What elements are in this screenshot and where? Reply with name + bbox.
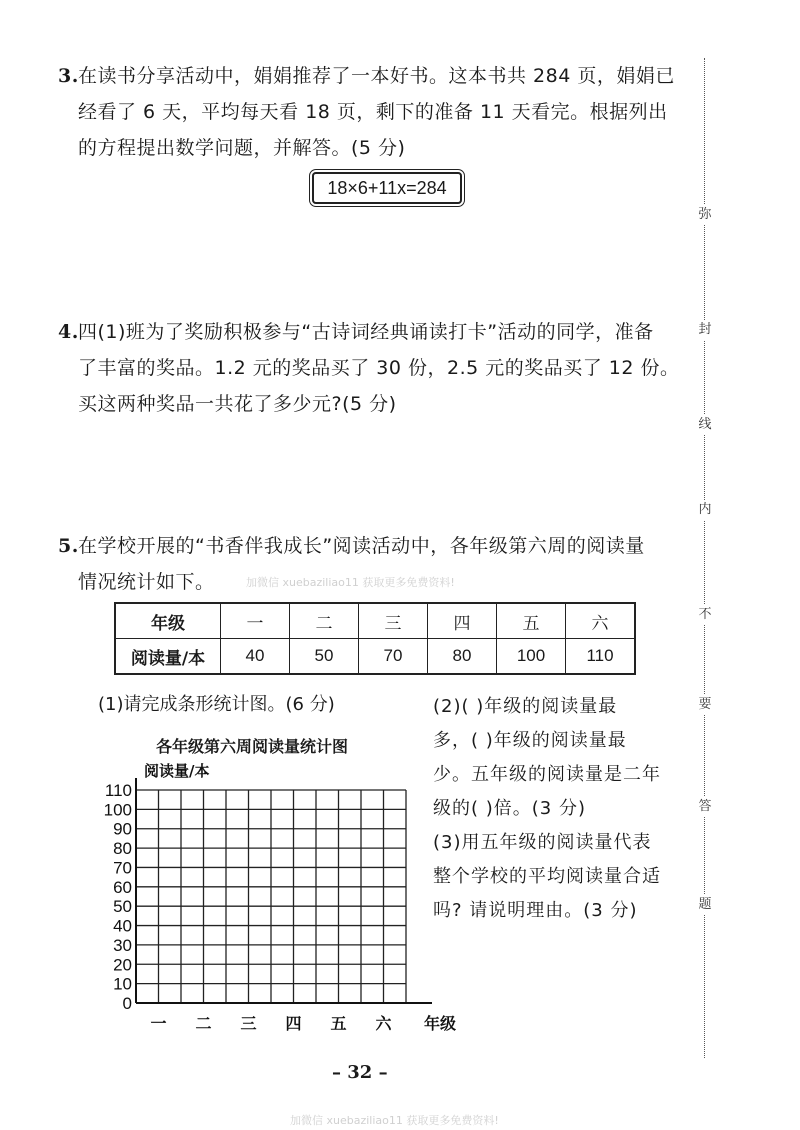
x-category-label: 三: [240, 1014, 257, 1033]
question-4-line-2: 了丰富的奖品。1.2 元的奖品买了 30 份，2.5 元的奖品买了 12 份。: [78, 357, 680, 379]
y-tick-label: 0: [122, 994, 132, 1013]
seal-char: 题: [695, 895, 715, 915]
seal-char: 线: [695, 415, 715, 435]
seal-char: 封: [695, 320, 715, 340]
reading-stats-table: [114, 602, 636, 675]
table-cell: 三: [359, 603, 428, 639]
x-category-label: 五: [330, 1014, 347, 1033]
watermark-text: 加微信 xuebaziliao11 获取更多免费资料!: [246, 576, 455, 589]
question-4-number: 4.: [58, 321, 79, 343]
table-cell: 40: [221, 639, 290, 675]
seal-char: 答: [695, 797, 715, 817]
sub-question-2-line: 级的( )倍。(3 分): [433, 798, 586, 819]
y-tick-label: 110: [104, 781, 132, 800]
table-cell: 二: [290, 603, 359, 639]
table-cell: 100: [497, 639, 566, 675]
x-axis-label: 年级: [424, 1014, 457, 1033]
y-tick-label: 90: [113, 819, 132, 839]
table-cell: 70: [359, 639, 428, 675]
question-5-number: 5.: [58, 535, 79, 557]
y-tick-label: 50: [113, 897, 132, 917]
sub-question-3-line: 整个学校的平均阅读量合适: [433, 866, 661, 887]
question-3-line-1: 在读书分享活动中，娟娟推荐了一本好书。这本书共 284 页，娟娟已: [78, 65, 675, 87]
y-tick-label: 100: [103, 800, 132, 820]
chart-title: 各年级第六周阅读量统计图: [156, 737, 349, 756]
seal-char: 要: [695, 695, 715, 715]
y-tick-label: 10: [113, 974, 132, 994]
table-cell: 50: [290, 639, 359, 675]
sub-questions-2-3: [433, 690, 683, 928]
page-number: – 32 –: [332, 1062, 388, 1083]
equation-box: 18×6+11x=284: [312, 172, 462, 204]
sub-question-3-line: (3)用五年级的阅读量代表: [433, 832, 652, 853]
table-cell: 六: [566, 603, 636, 639]
question-3-number: 3.: [58, 65, 79, 87]
y-tick-label: 20: [113, 955, 132, 975]
y-tick-label: 30: [113, 935, 132, 955]
seal-char: 内: [695, 500, 715, 520]
table-cell: 80: [428, 639, 497, 675]
question-4-line-1: 四(1)班为了奖励积极参与“古诗词经典诵读打卡”活动的同学，准备: [78, 321, 654, 343]
table-header-reading: 阅读量/本: [115, 639, 221, 675]
bar-chart-grid: [90, 760, 457, 1040]
sub-question-2-line: 少。五年级的阅读量是二年: [433, 764, 661, 785]
seal-char: 弥: [695, 205, 715, 225]
table-cell: 110: [566, 639, 636, 675]
question-5-line-1: 在学校开展的“书香伴我成长”阅读活动中，各年级第六周的阅读量: [78, 535, 645, 557]
x-category-label: 四: [285, 1014, 302, 1033]
x-category-label: 一: [150, 1014, 167, 1033]
sub-question-3-line: 吗? 请说明理由。(3 分): [433, 900, 638, 921]
question-5-line-2: 情况统计如下。: [78, 571, 215, 593]
table-cell: 五: [497, 603, 566, 639]
question-4-line-3: 买这两种奖品一共花了多少元?(5 分): [78, 393, 397, 415]
y-tick-label: 60: [113, 877, 132, 897]
table-row: [115, 603, 635, 639]
table-row: [115, 639, 635, 675]
footer-watermark: 加微信 xuebaziliao11 获取更多免费资料!: [290, 1114, 499, 1127]
y-tick-label: 40: [113, 916, 132, 936]
question-3-line-2: 经看了 6 天，平均每天看 18 页，剩下的准备 11 天看完。根据列出: [78, 101, 668, 123]
x-category-label: 二: [195, 1014, 212, 1033]
table-cell: 一: [221, 603, 290, 639]
table-cell: 四: [428, 603, 497, 639]
y-axis-label: 阅读量/本: [144, 762, 210, 780]
sub-question-2-line: 多，( )年级的阅读量最: [433, 730, 627, 751]
table-header-grade: 年级: [115, 603, 221, 639]
question-3-line-3: 的方程提出数学问题，并解答。(5 分): [78, 137, 406, 159]
y-tick-label: 70: [113, 858, 132, 878]
seal-char: 不: [695, 605, 715, 625]
sub-question-2-line: (2)( )年级的阅读量最: [433, 696, 618, 717]
sub-question-1: (1)请完成条形统计图。(6 分): [98, 694, 335, 715]
y-tick-label: 80: [113, 839, 132, 859]
x-category-label: 六: [375, 1014, 392, 1033]
